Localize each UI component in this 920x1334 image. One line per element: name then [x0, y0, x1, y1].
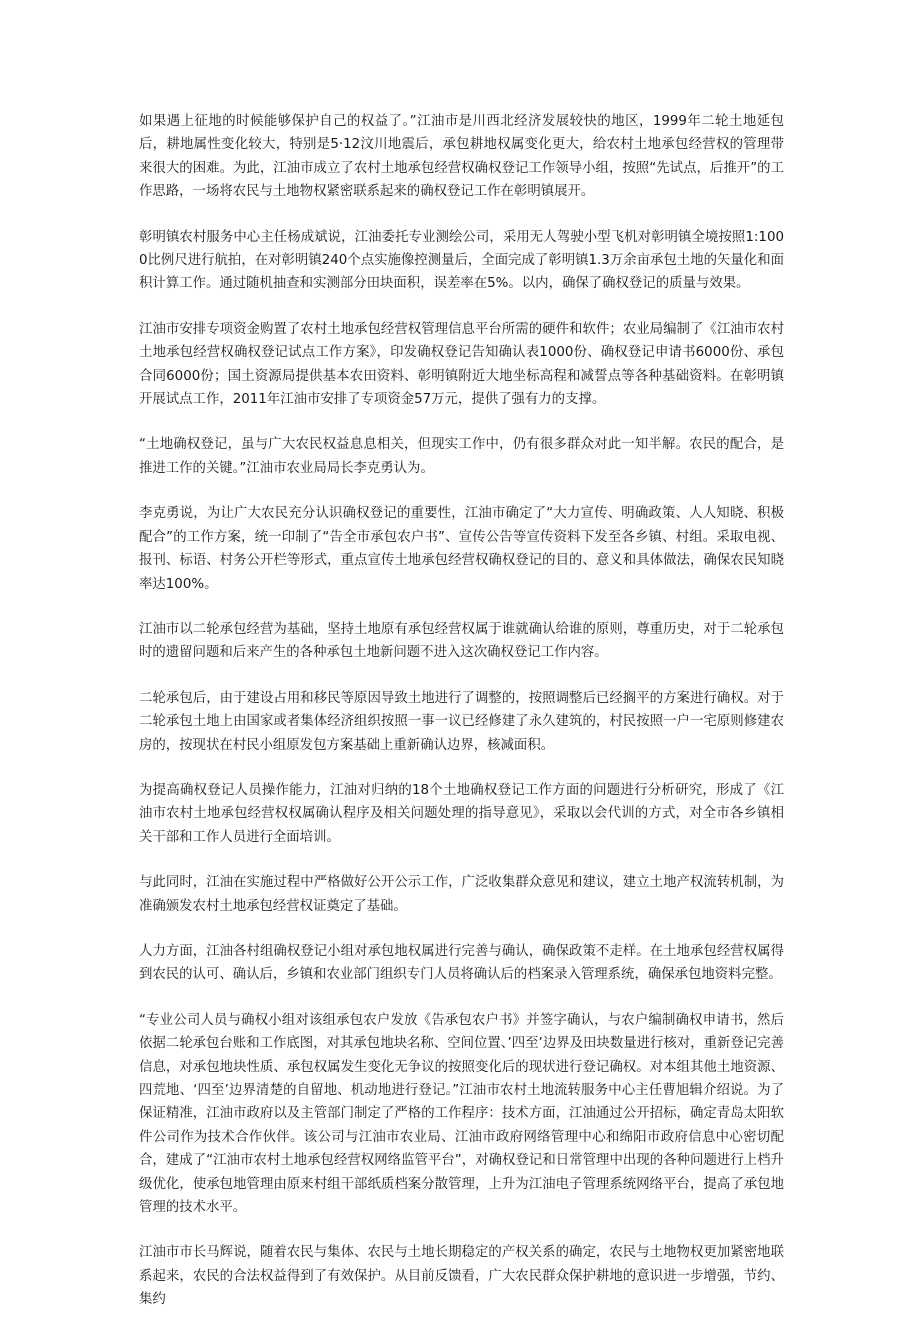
- paragraph-10: 人力方面，江油各村组确权登记小组对承包地权属进行完善与确认，确保政策不走样。在土地承包经营权属得到农民的认可、确认后，乡镇和农业部门组织专门人员将确认后的档案录入管理系统，确保承包地资料完整。: [139, 943, 784, 983]
- paragraph-9: 与此同时，江油在实施过程中严格做好公开公示工作，广泛收集群众意见和建议，建立土地产权流转机制，为准确颁发农村土地承包经营权证奠定了基础。: [139, 875, 784, 914]
- paragraph-5: 李克勇说，为让广大农民充分认识确权登记的重要性，江油市确定了“大力宣传、明确政策、人人知晓、积极配合”的工作方案，统一印制了“告全市承包农户书”、宣传公告等宣传资料下发至各乡镇、村组。采取电视、报刊、标语、村务公开栏等形式，重点宣传土地承包经营权确权登记的目的、意义和具体做法，确保农民知晓率达100%。: [139, 506, 784, 592]
- article-body: [139, 110, 784, 1334]
- paragraph-8: 为提高确权登记人员操作能力，江油对归纳的18个土地确权登记工作方面的问题进行分析研究，形成了《江油市农村土地承包经营权权属确认程序及相关问题处理的指导意见》，采取以会代训的方式，对全市各乡镇相关干部和工作人员进行全面培训。: [139, 782, 784, 845]
- paragraph-3: 江油市安排专项资金购置了农村土地承包经营权管理信息平台所需的硬件和软件；农业局编制了《江油市农村土地承包经营权确权登记试点工作方案》，印发确权登记告知确认表1000份、确权登记申请书6000份、承包合同6000份；国土资源局提供基本农田资料、彰明镇附近大地坐标高程和减誓点等各种基础资料。在彰明镇开展试点工作，2011年江油市安排了专项资金57万元，提供了强有力的支撑。: [139, 321, 784, 408]
- paragraph-1: 如果遇上征地的时候能够保护自己的权益了。”江油市是川西北经济发展较快的地区，1999年二轮土地延包后，耕地属性变化较大，特别是5·12汶川地震后，承包耕地权属变化更大，给农村土地承包经营权的管理带来很大的困难。为此，江油市成立了农村土地承包经营权确权登记工作领导小组，按照“先试点，后推开”的工作思路，一场将农民与土地物权紧密联系起来的确权登记工作在彰明镇展开。: [139, 114, 784, 200]
- paragraph-4: “土地确权登记，虽与广大农民权益息息相关，但现实工作中，仍有很多群众对此一知半解。农民的配合，是推进工作的关键。”江油市农业局局长李克勇认为。: [139, 437, 784, 476]
- paragraph-2: 彰明镇农村服务中心主任杨成斌说，江油委托专业测绘公司，采用无人驾驶小型飞机对彰明镇全境按照1:1000比例尺进行航拍，在对彰明镇240个点实施像控测量后，全面完成了彰明镇1.3万余亩承包土地的矢量化和面积计算工作。通过随机抽查和实测部分田块面积，误差率在5%。以内，确保了确权登记的质量与效果。: [139, 229, 784, 292]
- paragraph-6: 江油市以二轮承包经营为基础，坚持土地原有承包经营权属于谁就确认给谁的原则，尊重历史，对于二轮承包时的遗留问题和后来产生的各种承包土地新问题不进入这次确权登记工作内容。: [139, 621, 784, 661]
- paragraph-12: 江油市市长马辉说，随着农民与集体、农民与土地长期稳定的产权关系的确定，农民与土地物权更加紧密地联系起来，农民的合法权益得到了有效保护。从目前反馈看，广大农民群众保护耕地的意识进一步增强，节约、集约: [139, 1245, 784, 1308]
- paragraph-11: “专业公司人员与确权小组对该组承包农户发放《告承包农户书》并签字确认，与农户编制确权申请书，然后依据二轮承包台账和工作底图，对其承包地块名称、空间位置、’四至’边界及田块数量进行核对，重新登记完善信息，对承包地块性质、承包权属发生变化无争议的按照变化后的现状进行登记确权。对本组其他土地资源、四荒地、‘四至’边界清楚的自留地、机动地进行登记。”江油市农村土地流转服务中心主任曹旭辑介绍说。为了保证精准，江油市政府以及主管部门制定了严格的工作程序：技术方面，江油通过公开招标，确定青岛太阳软件公司作为技术合作伙伴。该公司与江油市农业局、江油市政府网络管理中心和绵阳市政府信息中心密切配合，建成了“江油市农村土地承包经营权网络监管平台”，对确权登记和日常管理中出现的各种问题进行上档升级优化，使承包地管理由原来村组干部纸质档案分散管理，上升为江油电子管理系统网络平台，提高了承包地管理的技术水平。: [139, 1012, 784, 1216]
- paragraph-7: 二轮承包后，由于建设占用和移民等原因导致土地进行了调整的，按照调整后已经搁平的方案进行确权。对于二轮承包土地上由国家或者集体经济组织按照一事一议已经修建了永久建筑的，村民按照一户一宅原则修建农房的，按现状在村民小组原发包方案基础上重新确认边界，核减面积。: [139, 690, 784, 753]
